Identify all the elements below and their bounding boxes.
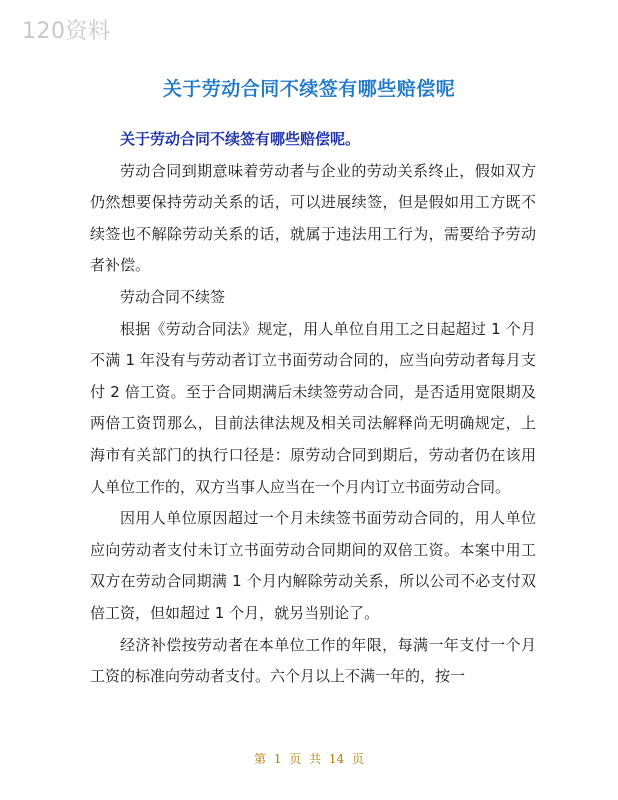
document-title: 关于劳动合同不续签有哪些赔偿呢 <box>162 78 456 100</box>
page-number-footer: 第 1 页 共 14 页 <box>254 752 364 766</box>
paragraph: 因用人单位原因超过一个月未续签书面劳动合同的，用人单位应向劳动者支付未订立书面劳动合同期间的双倍工资。本案中用工双方在劳动合同期满 1 个月内解除劳动关系，所以公司不必支付双倍工资，但如超过 1 个月，就另当别论了。 <box>90 509 536 622</box>
subheading: 关于劳动合同不续签有哪些赔偿呢。 <box>120 130 361 148</box>
paragraph: 劳动合同到期意味着劳动者与企业的劳动关系终止，假如双方仍然想要保持劳动关系的话，可以进展续签，但是假如用工方既不续签也不解除劳动关系的话，就属于违法用工行为，需要给予劳动者补偿。 <box>90 161 536 275</box>
paragraph: 经济补偿按劳动者在本单位工作的年限，每满一年支付一个月工资的标准向劳动者支付。六个月以上不满一年的，按一 <box>90 635 536 686</box>
watermark-text: 120资料 <box>22 19 111 44</box>
document-body <box>90 124 536 693</box>
section-heading: 劳动合同不续签 <box>120 287 226 306</box>
paragraph: 根据《劳动合同法》规定，用人单位自用工之日起超过 1 个月不满 1 年没有与劳动者订立书面劳动合同的，应当向劳动者每月支付 2 倍工资。至于合同期满后未续签劳动合同，是否适用宽限期及两倍工资罚那么，目前法律法规及相关司法解释尚无明确规定，上海市有关部门的执行口径是：原劳动合同到期后，劳动者仍在该用人单位工作的，双方当事人应当在一个月内订立书面劳动合同。 <box>90 319 536 496</box>
